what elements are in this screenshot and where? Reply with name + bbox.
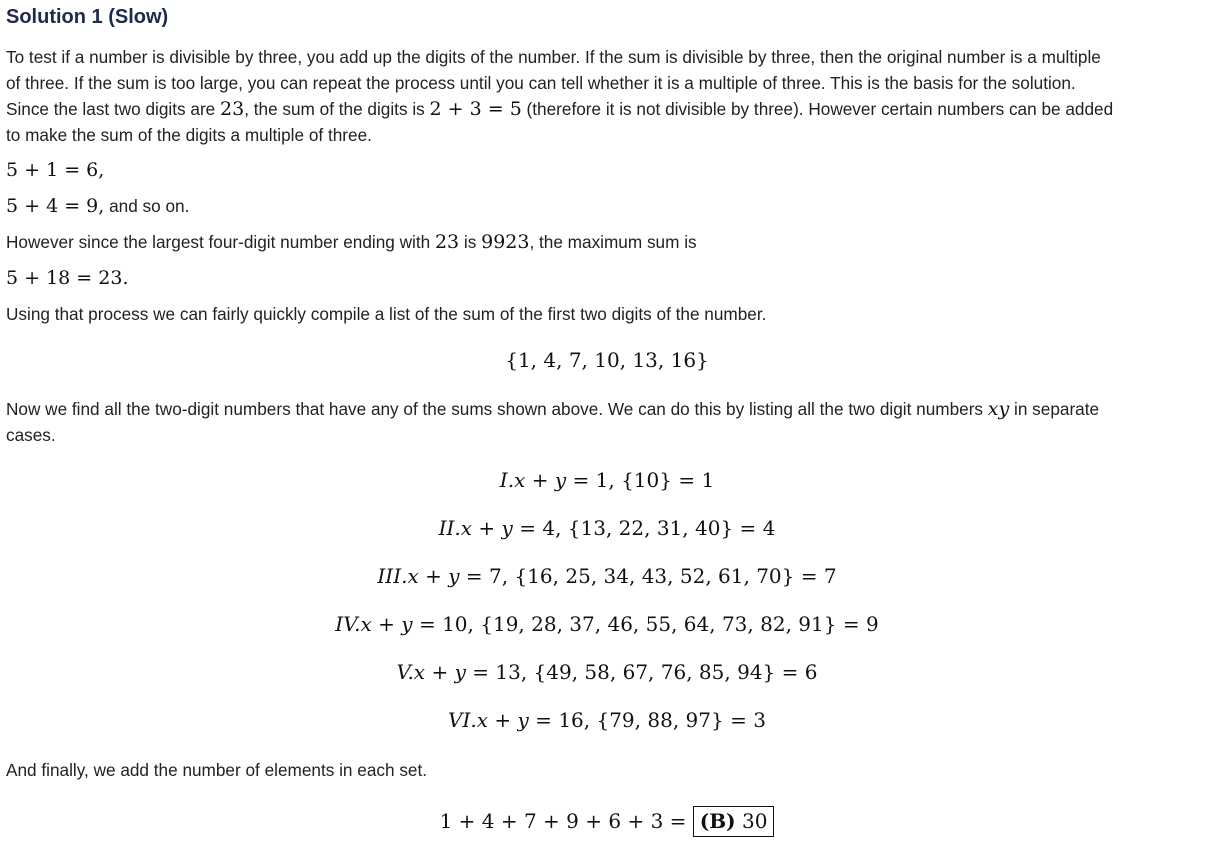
finally-text: And finally, we add the number of elements in each set. [6, 760, 428, 780]
case-row-1: I.x + y = 1, {10} = 1 [499, 468, 715, 492]
solution-heading: Solution 1 (Slow) [6, 6, 169, 28]
math-xy: xy [987, 398, 1010, 420]
largest-number-line: However since the largest four-digit number ending with 23 is 9923, the maximum sum is [6, 231, 697, 253]
find-paragraph: Now we find all the two-digit numbers that have any of the sums shown above. We can do this by listing all the two digit numbers xy in separate cases. [6, 398, 1100, 445]
answer-box: (B) 30 [693, 806, 775, 837]
equation-max-sum: 5 + 18 = 23. [6, 267, 129, 289]
math-digit-sum: 2 + 3 = 5 [429, 98, 522, 120]
intro-line-1: To test if a number is divisible by three, you add up the digits of the number. If the sum is divisible by three, then the original number is a multiple [6, 47, 1101, 67]
equation-5-plus-4: 5 + 4 = 9, and so on. [6, 195, 190, 217]
intro-line-2: of three. If the sum is too large, you can repeat the process until you can tell whether it is a multiple of three. This is the basis for the solution. [6, 73, 1076, 93]
final-equation: 1 + 4 + 7 + 9 + 6 + 3 = (B) 30 [0, 808, 1214, 834]
intro-line-3: Since the last two digits are 23, the sum of the digits is 2 + 3 = 5 (therefore it is not divisible by three). However certain numbers can be added [6, 98, 1114, 120]
case-row-4: IV.x + y = 10, {19, 28, 37, 46, 55, 64, 73, 82, 91} = 9 [335, 612, 879, 636]
case-row-3: III.x + y = 7, {16, 25, 34, 43, 52, 61, 70} = 7 [377, 564, 837, 588]
sums-set: {1, 4, 7, 10, 13, 16} [505, 348, 709, 372]
case-row-6: VI.x + y = 16, {79, 88, 97} = 3 [448, 708, 766, 732]
process-text: Using that process we can fairly quickly compile a list of the sum of the first two digits of the number. [6, 304, 767, 324]
intro-line-4: to make the sum of the digits a multiple of three. [6, 125, 372, 145]
equation-5-plus-1: 5 + 1 = 6, [6, 159, 105, 181]
intro-paragraph [6, 44, 1202, 148]
case-row-2: II.x + y = 4, {13, 22, 31, 40} = 4 [438, 516, 776, 540]
math-23: 23 [220, 98, 245, 120]
case-row-5: V.x + y = 13, {49, 58, 67, 76, 85, 94} = 6 [396, 660, 818, 684]
